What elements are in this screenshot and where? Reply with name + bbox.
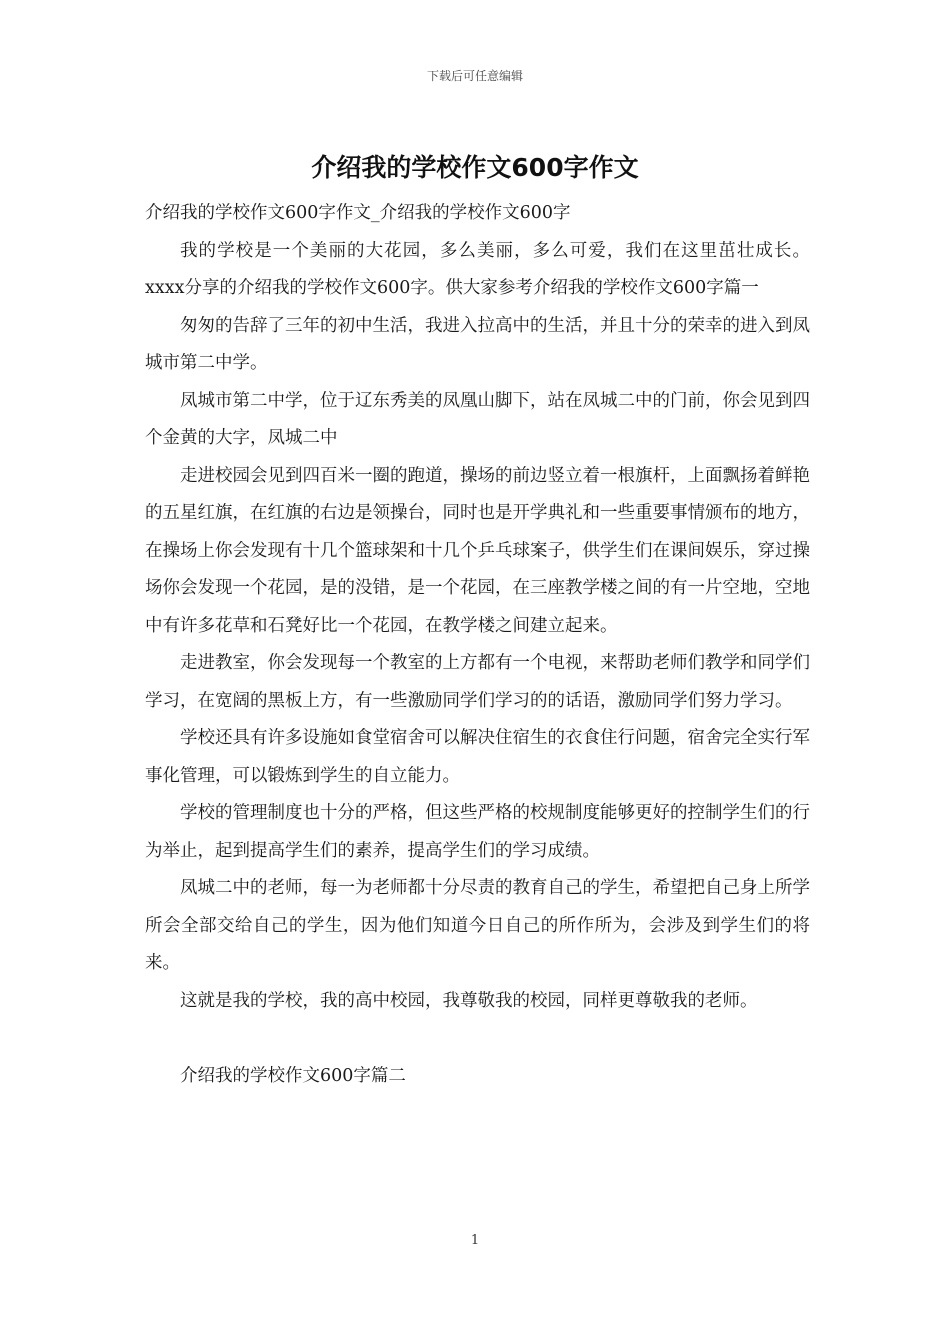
document-title: 介绍我的学校作文600字作文 <box>311 153 639 182</box>
paragraph: 我的学校是一个美丽的大花园，多么美丽，多么可爱，我们在这里茁壮成长。xxxx分享的介绍我的学校作文600字。供大家参考介绍我的学校作文600字篇一 <box>145 240 810 298</box>
paragraph: 走进校园会见到四百米一圈的跑道，操场的前边竖立着一根旗杆，上面飘扬着鲜艳的五星红旗，在红旗的右边是领操台，同时也是开学典礼和一些重要事情颁布的地方，在操场上你会发现有十几个篮球架和十几个乒乓球案子，供学生们在课间娱乐，穿过操场你会发现一个花园，是的没错，是一个花园，在三座教学楼之间的有一片空地，空地中有许多花草和石凳好比一个花园，在教学楼之间建立起来。 <box>145 465 810 636</box>
paragraph: 学校的管理制度也十分的严格，但这些严格的校规制度能够更好的控制学生们的行为举止，起到提高学生们的素养，提高学生们的学习成绩。 <box>145 803 810 861</box>
document-body <box>145 195 810 1095</box>
document-subtitle: 介绍我的学校作文600字作文_介绍我的学校作文600字 <box>145 203 571 223</box>
paragraph: 凤城市第二中学，位于辽东秀美的凤凰山脚下，站在凤城二中的门前，你会见到四个金黄的大字，凤城二中 <box>145 390 810 448</box>
paragraph: 走进教室，你会发现每一个教室的上方都有一个电视，来帮助老师们教学和同学们学习，在宽阔的黑板上方，有一些激励同学们学习的的话语，激励同学们努力学习。 <box>145 653 810 711</box>
page-number: 1 <box>470 1233 480 1248</box>
paragraph: 匆匆的告辞了三年的初中生活，我进入拉高中的生活，并且十分的荣幸的进入到凤城市第二中学。 <box>145 315 810 373</box>
paragraph: 凤城二中的老师，每一为老师都十分尽责的教育自己的学生，希望把自己身上所学所会全部交给自己的学生，因为他们知道今日自己的所作所为，会涉及到学生们的将来。 <box>145 878 810 973</box>
paragraph: 学校还具有许多设施如食堂宿舍可以解决住宿生的衣食住行问题，宿舍完全实行军事化管理，可以锻炼到学生的自立能力。 <box>145 728 810 786</box>
paragraph: 这就是我的学校，我的高中校园，我尊敬我的校园，同样更尊敬我的老师。 <box>180 990 758 1011</box>
header-note: 下载后可任意编辑 <box>426 69 523 83</box>
blank-line <box>145 1020 810 1058</box>
section-heading: 介绍我的学校作文600字篇二 <box>180 1065 406 1086</box>
